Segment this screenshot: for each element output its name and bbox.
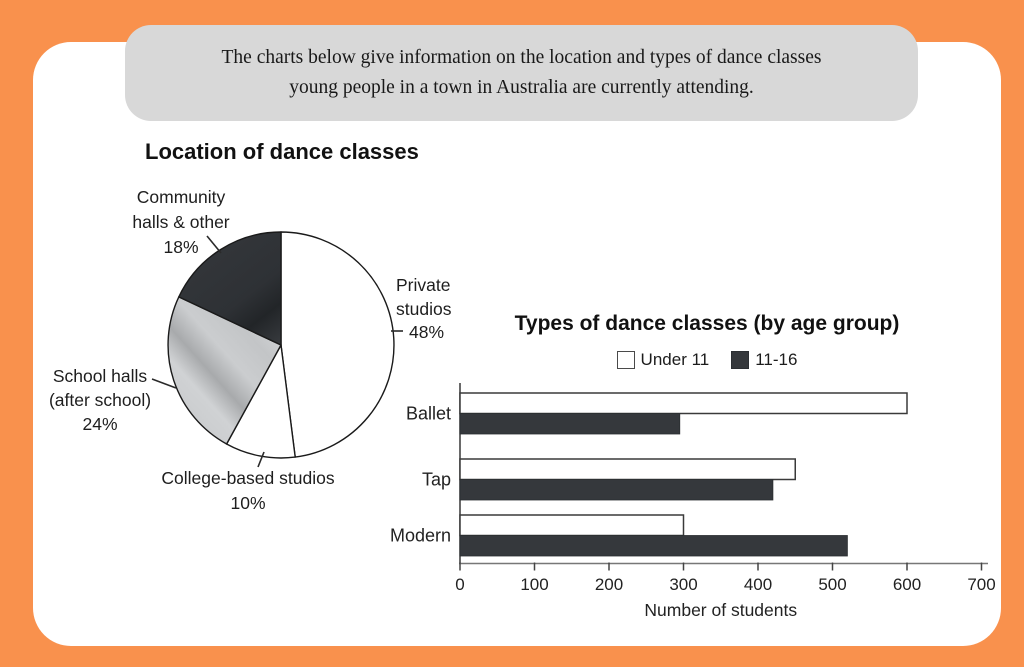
legend-swatch-under-11 — [617, 351, 635, 369]
prompt-box — [125, 25, 918, 121]
pie-label-line: Private — [396, 275, 451, 295]
x-axis-tick-label: 300 — [669, 575, 698, 594]
bar-modern-11-16 — [460, 536, 847, 557]
pie-label-line: halls & other — [132, 212, 230, 232]
x-axis-tick-label: 600 — [892, 575, 922, 594]
x-axis-tick-label: 100 — [520, 575, 549, 594]
category-label-modern: Modern — [389, 525, 451, 546]
legend-label-under-11: Under 11 — [640, 350, 710, 369]
x-axis-tick-label: 400 — [743, 575, 773, 594]
legend-item-11-16 — [731, 350, 797, 370]
x-axis-title: Number of students — [644, 600, 798, 620]
pie-chart-title: Location of dance classes — [145, 139, 419, 164]
pie-label-line: 10% — [230, 493, 266, 513]
pie-label-line: (after school) — [48, 390, 152, 410]
pie-label-line: 18% — [163, 237, 199, 257]
prompt-line-1: The charts below give information on the location and types of dance classes — [221, 47, 822, 68]
pie-label-community-halls-other — [120, 185, 242, 260]
prompt-line-2: young people in a town in Australia are currently attending. — [289, 77, 754, 98]
bar-chart-svg — [380, 375, 1010, 630]
x-axis-tick-label: 0 — [455, 575, 465, 594]
category-label-ballet: Ballet — [405, 403, 451, 424]
pie-slice-private-studios — [281, 232, 394, 457]
bar-tap-under-11 — [460, 459, 795, 480]
pie-label-line: School halls — [52, 366, 148, 386]
pie-label-line: Community — [136, 187, 226, 207]
x-axis-tick-label: 500 — [818, 575, 847, 594]
x-axis-tick-label: 200 — [594, 575, 624, 594]
pie-label-college-based-studios — [138, 466, 358, 516]
legend-label-11-16: 11-16 — [755, 350, 798, 369]
pie-label-school-halls-after-school — [30, 364, 170, 436]
category-label-tap: Tap — [421, 469, 451, 490]
bar-chart-legend — [460, 350, 954, 370]
legend-swatch-11-16 — [731, 351, 749, 369]
pie-label-line: 48% — [409, 322, 445, 342]
pie-label-line: 24% — [82, 414, 118, 434]
pie-label-line: studios — [396, 298, 452, 319]
bar-ballet-under-11 — [460, 393, 907, 414]
pie-label-line: College-based studios — [161, 468, 335, 488]
x-axis-tick-label: 700 — [967, 575, 996, 594]
bar-ballet-11-16 — [460, 414, 680, 435]
bar-modern-under-11 — [460, 515, 684, 536]
bar-chart-title: Types of dance classes (by age group) — [514, 312, 900, 335]
bar-tap-11-16 — [460, 480, 773, 501]
legend-item-under-11 — [617, 350, 710, 370]
